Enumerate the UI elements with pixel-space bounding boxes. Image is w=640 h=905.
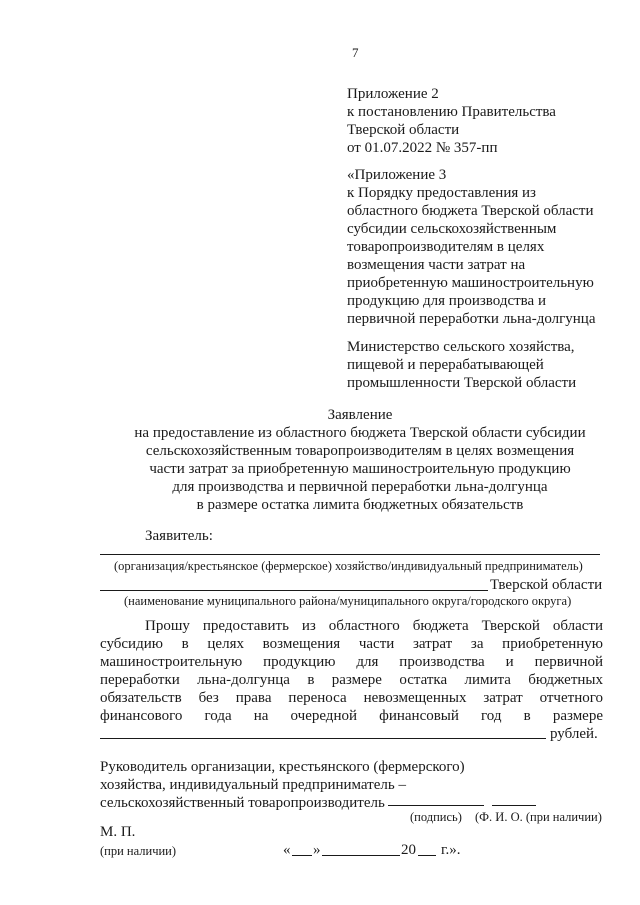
document-title — [80, 406, 640, 514]
region-suffix: Тверской области — [490, 577, 603, 593]
request-line: финансового года на очередной финансовый год в размере — [100, 708, 603, 724]
title-line: Заявление — [327, 407, 393, 423]
full-name-field[interactable] — [492, 805, 536, 806]
request-line: обязательств без права переноса невозмещенных затрат отчетного — [100, 690, 603, 706]
municipality-field[interactable] — [100, 590, 488, 591]
request-paragraph — [100, 617, 603, 725]
annex3-line: областного бюджета Тверской области — [347, 203, 594, 219]
year-suffix: г.». — [441, 842, 461, 858]
applicant-label: Заявитель: — [145, 528, 213, 544]
request-line: переработки льна-долгунца в размере остатка лимита бюджетных — [100, 672, 603, 688]
date-open-quote: « — [283, 842, 291, 858]
annex2-header — [347, 85, 617, 157]
annex2-line: Приложение 2 — [347, 86, 439, 102]
annex3-line: «Приложение 3 — [347, 167, 447, 183]
annex3-line: к Порядку предоставления из — [347, 185, 536, 201]
title-line: части затрат за приобретенную машиностроительную продукцию — [149, 461, 571, 477]
amount-field[interactable] — [100, 738, 546, 739]
date-month-field[interactable] — [322, 855, 400, 856]
annex3-line: продукцию для производства и — [347, 293, 546, 309]
title-line: на предоставление из областного бюджета Тверской области субсидии — [134, 425, 586, 441]
ministry-line: Министерство сельского хозяйства, — [347, 339, 575, 355]
annex3-line: субсидии сельскохозяйственным — [347, 221, 557, 237]
stamp-caption: (при наличии) — [100, 844, 177, 858]
request-line: субсидию в целях возмещения части затрат за приобретенную — [100, 636, 603, 652]
annex3-line: приобретенную машиностроительную — [347, 275, 594, 291]
signatory-line: сельскохозяйственный товаропроизводитель — [100, 795, 385, 811]
ministry-addressee — [347, 338, 617, 392]
annex3-header — [347, 166, 617, 328]
date-year-field[interactable] — [418, 855, 436, 856]
date-day-field[interactable] — [292, 855, 312, 856]
annex2-line: от 01.07.2022 № 357-пп — [347, 140, 498, 156]
signatory-line: Руководитель организации, крестьянского (фермерского) — [100, 759, 465, 775]
date-close-quote: » — [313, 842, 321, 858]
signature-block — [100, 758, 465, 812]
currency-label: рублей. — [550, 726, 598, 742]
stamp-label: М. П. — [100, 824, 136, 840]
request-line: машиностроительную продукцию для производства и первичной — [100, 654, 603, 670]
ministry-line: пищевой и перерабатывающей — [347, 357, 544, 373]
annex3-line: возмещения части затрат на — [347, 257, 526, 273]
year-prefix: 20 — [401, 842, 416, 858]
org-caption: (организация/крестьянское (фермерское) хозяйство/индивидуальный предприниматель) — [114, 559, 583, 573]
request-line: Прошу предоставить из областного бюджета Тверской области — [145, 618, 603, 634]
org-name-field[interactable] — [100, 554, 600, 555]
signature-field[interactable] — [388, 805, 484, 806]
page-number: 7 — [352, 45, 359, 60]
region-caption: (наименование муниципального района/муниципального округа/городского округа) — [124, 594, 572, 608]
full-name-caption: (Ф. И. О. (при наличии) — [475, 810, 602, 824]
annex2-line: Тверской области — [347, 122, 460, 138]
annex2-line: к постановлению Правительства — [347, 104, 556, 120]
title-line: для производства и первичной переработки льна-долгунца — [172, 479, 548, 495]
annex3-line: товаропроизводителям в целях — [347, 239, 545, 255]
ministry-line: промышленности Тверской области — [347, 375, 577, 391]
signature-caption: (подпись) — [410, 810, 462, 824]
annex3-line: первичной переработки льна-долгунца — [347, 311, 596, 327]
title-line: в размере остатка лимита бюджетных обязательств — [196, 497, 524, 513]
title-line: сельскохозяйственным товаропроизводителям в целях возмещения — [145, 443, 575, 459]
signatory-line: хозяйства, индивидуальный предприниматель – — [100, 777, 406, 793]
